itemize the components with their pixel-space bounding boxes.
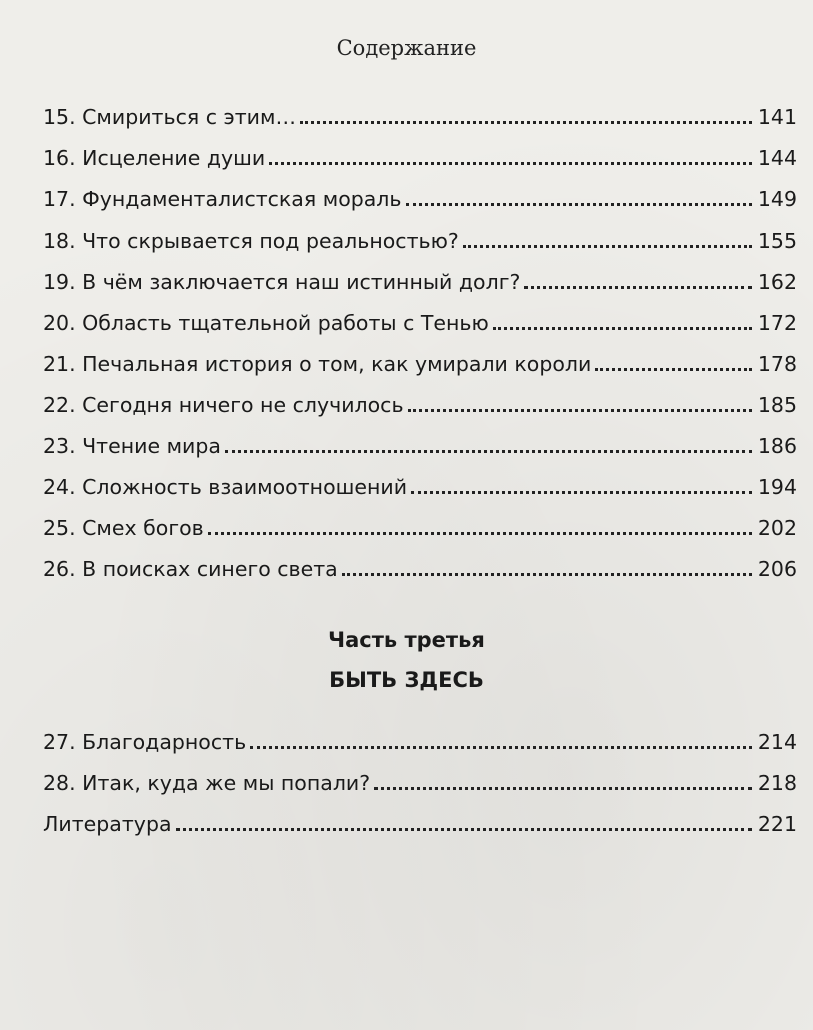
toc-entry-title: 22. Сегодня ничего не случилось [43, 393, 404, 417]
toc-entry [43, 554, 797, 584]
toc-entry-page: 185 [757, 393, 797, 417]
toc-entry [43, 226, 797, 256]
toc-entry-page: 162 [757, 270, 797, 294]
dot-leader [208, 532, 752, 535]
dot-leader [493, 327, 752, 330]
dot-leader [411, 491, 752, 494]
toc-entry [43, 768, 797, 798]
dot-leader [408, 409, 752, 412]
toc-entry-title: 21. Печальная история о том, как умирали короли [43, 352, 592, 376]
toc-entry [43, 390, 797, 420]
toc-entry-title: Литература [43, 812, 172, 836]
dot-leader [250, 746, 752, 749]
toc-entry-title: 27. Благодарность [43, 730, 247, 754]
dot-leader [176, 828, 752, 831]
toc-entry-title: 23. Чтение мира [43, 434, 221, 458]
toc-entry [43, 809, 797, 839]
toc-entry [43, 472, 797, 502]
toc-entry [43, 102, 797, 132]
toc-entry [43, 349, 797, 379]
toc-entry [43, 727, 797, 757]
part-title: БЫТЬ ЗДЕСЬ [329, 668, 484, 692]
toc-entry [43, 431, 797, 461]
toc-entry-title: 25. Смех богов [43, 516, 204, 540]
toc-entry-page: 206 [757, 557, 797, 581]
toc-entry-page: 141 [757, 105, 797, 129]
dot-leader [374, 787, 752, 790]
dot-leader [342, 573, 752, 576]
toc-entry-title: 17. Фундаменталистская мораль [43, 187, 402, 211]
toc-entry-page: 172 [757, 311, 797, 335]
toc-entry-page: 186 [757, 434, 797, 458]
toc-entry-title: 26. В поисках синего света [43, 557, 338, 581]
toc-entry-title: 18. Что скрывается под реальностью? [43, 229, 459, 253]
dot-leader [269, 162, 752, 165]
dot-leader [225, 450, 752, 453]
toc-entry [43, 513, 797, 543]
toc-entry [43, 143, 797, 173]
toc-entry-page: 202 [757, 516, 797, 540]
running-head: Содержание [336, 36, 477, 60]
toc-entry-page: 194 [757, 475, 797, 499]
toc-entry-page: 149 [757, 187, 797, 211]
toc-entry-page: 178 [757, 352, 797, 376]
toc-entry [43, 308, 797, 338]
toc-entry-title: 15. Смириться с этим… [43, 105, 296, 129]
toc-entry [43, 184, 797, 214]
toc-entry-page: 218 [757, 771, 797, 795]
toc-entry-title: 28. Итак, куда же мы попали? [43, 771, 371, 795]
toc-entry-title: 24. Сложность взаимоотношений [43, 475, 408, 499]
toc-entry-page: 144 [757, 146, 797, 170]
toc-entry-title: 16. Исцеление души [43, 146, 266, 170]
dot-leader [595, 368, 752, 371]
toc-entry-title: 19. В чём заключается наш истинный долг? [43, 270, 521, 294]
dot-leader [524, 286, 752, 289]
toc-entry [43, 267, 797, 297]
toc-entry-title: 20. Область тщательной работы с Тенью [43, 311, 489, 335]
dot-leader [300, 121, 752, 124]
part-label: Часть третья [328, 628, 485, 652]
toc-entry-page: 214 [757, 730, 797, 754]
toc-entry-page: 221 [757, 812, 797, 836]
dot-leader [463, 245, 752, 248]
toc-entry-page: 155 [757, 229, 797, 253]
dot-leader [406, 203, 752, 206]
